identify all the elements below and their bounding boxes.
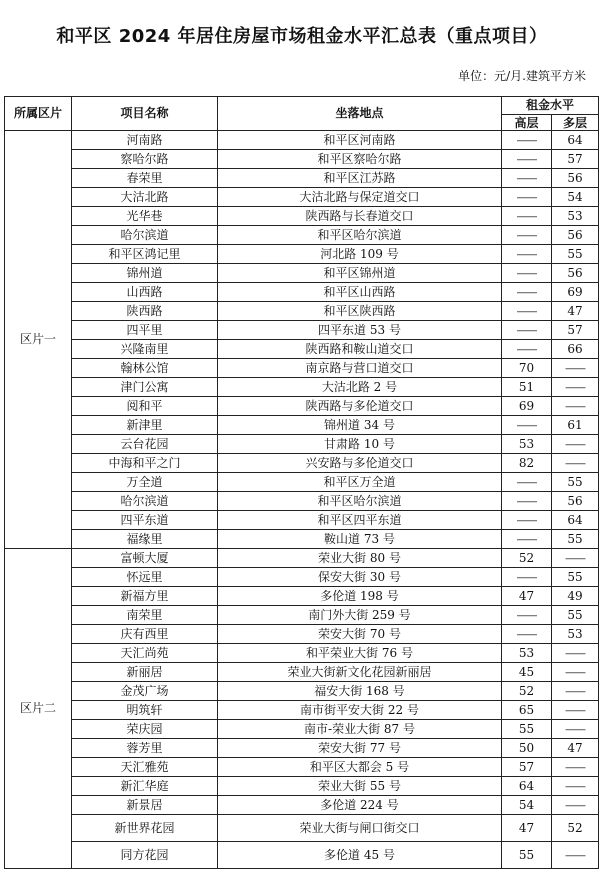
location-cell: 甘肃路 10 号 [218, 435, 502, 454]
table-row [5, 416, 599, 435]
location-cell: 兴安路与多伦道交口 [218, 454, 502, 473]
location-cell: 河北路 109 号 [218, 245, 502, 264]
location-cell: 多伦道 224 号 [218, 796, 502, 815]
table-row [5, 758, 599, 777]
project-name-cell: 中海和平之门 [72, 454, 218, 473]
table-row [5, 131, 599, 150]
table-row [5, 264, 599, 283]
location-cell: 和平荣业大街 76 号 [218, 644, 502, 663]
high-rise-rent-cell: —— [502, 606, 552, 625]
location-cell: 和平区察哈尔路 [218, 150, 502, 169]
high-rise-rent-cell: —— [502, 226, 552, 245]
high-rise-rent-cell: 51 [502, 378, 552, 397]
high-rise-rent-cell: —— [502, 169, 552, 188]
project-name-cell: 山西路 [72, 283, 218, 302]
high-rise-rent-cell: —— [502, 568, 552, 587]
project-name-cell: 怀远里 [72, 568, 218, 587]
high-rise-rent-cell: —— [502, 302, 552, 321]
high-rise-rent-cell: —— [502, 530, 552, 549]
high-rise-rent-cell: 53 [502, 435, 552, 454]
location-cell: 荣业大街 80 号 [218, 549, 502, 568]
high-rise-rent-cell: 82 [502, 454, 552, 473]
table-row [5, 169, 599, 188]
location-cell: 荣业大街与闸口街交口 [218, 815, 502, 842]
high-rise-rent-cell: —— [502, 625, 552, 644]
table-row [5, 530, 599, 549]
multi-storey-rent-cell: —— [552, 435, 599, 454]
location-cell: 荣业大街新文化花园新丽居 [218, 663, 502, 682]
multi-storey-rent-cell: 55 [552, 530, 599, 549]
project-name-cell: 富顿大厦 [72, 549, 218, 568]
multi-storey-rent-cell: —— [552, 549, 599, 568]
multi-storey-rent-cell: 55 [552, 245, 599, 264]
high-rise-rent-cell: 64 [502, 777, 552, 796]
table-row [5, 720, 599, 739]
table-row [5, 625, 599, 644]
multi-storey-rent-cell: —— [552, 720, 599, 739]
project-name-cell: 新景居 [72, 796, 218, 815]
project-name-cell: 四平里 [72, 321, 218, 340]
project-name-cell: 云台花园 [72, 435, 218, 454]
location-cell: 和平区锦州道 [218, 264, 502, 283]
table-row [5, 226, 599, 245]
high-rise-rent-cell: 54 [502, 796, 552, 815]
table-row [5, 682, 599, 701]
high-rise-rent-cell: 52 [502, 549, 552, 568]
project-name-cell: 南荣里 [72, 606, 218, 625]
multi-storey-rent-cell: —— [552, 701, 599, 720]
project-name-cell: 四平东道 [72, 511, 218, 530]
location-cell: 南市街平安大街 22 号 [218, 701, 502, 720]
multi-storey-rent-cell: 47 [552, 302, 599, 321]
project-name-cell: 锦州道 [72, 264, 218, 283]
high-rise-rent-cell: —— [502, 340, 552, 359]
table-row [5, 283, 599, 302]
location-cell: 和平区陕西路 [218, 302, 502, 321]
multi-storey-rent-cell: —— [552, 777, 599, 796]
table-row [5, 245, 599, 264]
unit-note: 单位：元/月.建筑平方米 [458, 69, 586, 83]
project-name-cell: 哈尔滨道 [72, 492, 218, 511]
multi-storey-rent-cell: 64 [552, 511, 599, 530]
project-name-cell: 天汇尚苑 [72, 644, 218, 663]
table-row [5, 150, 599, 169]
multi-storey-rent-cell: —— [552, 454, 599, 473]
project-name-cell: 荣庆园 [72, 720, 218, 739]
multi-storey-rent-cell: 47 [552, 739, 599, 758]
high-rise-rent-cell: —— [502, 150, 552, 169]
high-rise-rent-cell: 55 [502, 720, 552, 739]
multi-storey-rent-cell: 61 [552, 416, 599, 435]
page-title: 和平区 2024 年居住房屋市场租金水平汇总表（重点项目） [56, 26, 548, 47]
table-row [5, 397, 599, 416]
table-row [5, 739, 599, 758]
multi-storey-rent-cell: —— [552, 842, 599, 869]
table-body [5, 131, 599, 869]
project-name-cell: 新汇华庭 [72, 777, 218, 796]
header-region: 所属区片 [5, 97, 72, 131]
table-row [5, 606, 599, 625]
table-row [5, 492, 599, 511]
project-name-cell: 明筑轩 [72, 701, 218, 720]
multi-storey-rent-cell: 55 [552, 568, 599, 587]
high-rise-rent-cell: 70 [502, 359, 552, 378]
table-row [5, 777, 599, 796]
table-row [5, 207, 599, 226]
project-name-cell: 天汇雅苑 [72, 758, 218, 777]
location-cell: 和平区山西路 [218, 283, 502, 302]
table-row [5, 796, 599, 815]
project-name-cell: 新福方里 [72, 587, 218, 606]
high-rise-rent-cell: —— [502, 188, 552, 207]
high-rise-rent-cell: —— [502, 416, 552, 435]
location-cell: 多伦道 198 号 [218, 587, 502, 606]
multi-storey-rent-cell: 69 [552, 283, 599, 302]
multi-storey-rent-cell: 64 [552, 131, 599, 150]
region-cell: 区片一 [5, 131, 72, 549]
location-cell: 和平区四平东道 [218, 511, 502, 530]
project-name-cell: 福缘里 [72, 530, 218, 549]
high-rise-rent-cell: 50 [502, 739, 552, 758]
high-rise-rent-cell: 65 [502, 701, 552, 720]
project-name-cell: 金茂广场 [72, 682, 218, 701]
multi-storey-rent-cell: 66 [552, 340, 599, 359]
table-row [5, 188, 599, 207]
table-row [5, 359, 599, 378]
project-name-cell: 光华巷 [72, 207, 218, 226]
project-name-cell: 新世界花园 [72, 815, 218, 842]
multi-storey-rent-cell: 56 [552, 492, 599, 511]
project-name-cell: 河南路 [72, 131, 218, 150]
location-cell: 大沽北路与保定道交口 [218, 188, 502, 207]
table-row [5, 454, 599, 473]
project-name-cell: 津门公寓 [72, 378, 218, 397]
project-name-cell: 大沽北路 [72, 188, 218, 207]
high-rise-rent-cell: 57 [502, 758, 552, 777]
header-location: 坐落地点 [218, 97, 502, 131]
location-cell: 南京路与营口道交口 [218, 359, 502, 378]
multi-storey-rent-cell: —— [552, 359, 599, 378]
multi-storey-rent-cell: 49 [552, 587, 599, 606]
rent-table [4, 96, 599, 869]
location-cell: 陕西路和鞍山道交口 [218, 340, 502, 359]
project-name-cell: 蓉芳里 [72, 739, 218, 758]
project-name-cell: 万全道 [72, 473, 218, 492]
location-cell: 陕西路与多伦道交口 [218, 397, 502, 416]
table-row [5, 302, 599, 321]
high-rise-rent-cell: —— [502, 473, 552, 492]
high-rise-rent-cell: 47 [502, 815, 552, 842]
high-rise-rent-cell: 69 [502, 397, 552, 416]
high-rise-rent-cell: 47 [502, 587, 552, 606]
multi-storey-rent-cell: —— [552, 663, 599, 682]
high-rise-rent-cell: —— [502, 492, 552, 511]
project-name-cell: 新津里 [72, 416, 218, 435]
multi-storey-rent-cell: —— [552, 682, 599, 701]
high-rise-rent-cell: 45 [502, 663, 552, 682]
location-cell: 和平区哈尔滨道 [218, 226, 502, 245]
high-rise-rent-cell: —— [502, 321, 552, 340]
high-rise-rent-cell: —— [502, 245, 552, 264]
multi-storey-rent-cell: 56 [552, 169, 599, 188]
project-name-cell: 和平区鸿记里 [72, 245, 218, 264]
project-name-cell: 春荣里 [72, 169, 218, 188]
location-cell: 锦州道 34 号 [218, 416, 502, 435]
table-row [5, 587, 599, 606]
multi-storey-rent-cell: 54 [552, 188, 599, 207]
project-name-cell: 新丽居 [72, 663, 218, 682]
project-name-cell: 翰林公馆 [72, 359, 218, 378]
location-cell: 福安大街 168 号 [218, 682, 502, 701]
location-cell: 荣安大街 77 号 [218, 739, 502, 758]
location-cell: 荣安大街 70 号 [218, 625, 502, 644]
table-row [5, 701, 599, 720]
table-row [5, 321, 599, 340]
location-cell: 和平区哈尔滨道 [218, 492, 502, 511]
high-rise-rent-cell: —— [502, 283, 552, 302]
location-cell: 南门外大街 259 号 [218, 606, 502, 625]
high-rise-rent-cell: 55 [502, 842, 552, 869]
multi-storey-rent-cell: 52 [552, 815, 599, 842]
location-cell: 和平区万全道 [218, 473, 502, 492]
project-name-cell: 哈尔滨道 [72, 226, 218, 245]
location-cell: 保安大街 30 号 [218, 568, 502, 587]
table-row [5, 340, 599, 359]
region-cell: 区片二 [5, 549, 72, 869]
high-rise-rent-cell: —— [502, 264, 552, 283]
multi-storey-rent-cell: 53 [552, 625, 599, 644]
header-rent-level: 租金水平 [502, 97, 599, 115]
project-name-cell: 兴隆南里 [72, 340, 218, 359]
multi-storey-rent-cell: 57 [552, 150, 599, 169]
high-rise-rent-cell: 52 [502, 682, 552, 701]
multi-storey-rent-cell: 56 [552, 264, 599, 283]
multi-storey-rent-cell: —— [552, 397, 599, 416]
high-rise-rent-cell: 53 [502, 644, 552, 663]
header-multi-storey: 多层 [552, 115, 599, 131]
project-name-cell: 陕西路 [72, 302, 218, 321]
location-cell: 和平区江苏路 [218, 169, 502, 188]
table-row [5, 815, 599, 842]
table-row [5, 644, 599, 663]
table-row [5, 663, 599, 682]
header-high-rise: 高层 [502, 115, 552, 131]
location-cell: 多伦道 45 号 [218, 842, 502, 869]
multi-storey-rent-cell: —— [552, 378, 599, 397]
multi-storey-rent-cell: 55 [552, 606, 599, 625]
location-cell: 大沽北路 2 号 [218, 378, 502, 397]
multi-storey-rent-cell: 53 [552, 207, 599, 226]
table-row [5, 511, 599, 530]
table-row [5, 435, 599, 454]
location-cell: 陕西路与长春道交口 [218, 207, 502, 226]
project-name-cell: 阅和平 [72, 397, 218, 416]
multi-storey-rent-cell: —— [552, 796, 599, 815]
multi-storey-rent-cell: 55 [552, 473, 599, 492]
location-cell: 南市-荣业大街 87 号 [218, 720, 502, 739]
location-cell: 鞍山道 73 号 [218, 530, 502, 549]
project-name-cell: 庆有西里 [72, 625, 218, 644]
high-rise-rent-cell: —— [502, 511, 552, 530]
location-cell: 和平区河南路 [218, 131, 502, 150]
table-row [5, 842, 599, 869]
header-project-name: 项目名称 [72, 97, 218, 131]
project-name-cell: 察哈尔路 [72, 150, 218, 169]
table-row [5, 549, 599, 568]
table-row [5, 378, 599, 397]
multi-storey-rent-cell: 56 [552, 226, 599, 245]
high-rise-rent-cell: —— [502, 207, 552, 226]
table-row [5, 473, 599, 492]
multi-storey-rent-cell: 57 [552, 321, 599, 340]
location-cell: 荣业大街 55 号 [218, 777, 502, 796]
multi-storey-rent-cell: —— [552, 758, 599, 777]
table-row [5, 568, 599, 587]
high-rise-rent-cell: —— [502, 131, 552, 150]
location-cell: 和平区大都会 5 号 [218, 758, 502, 777]
project-name-cell: 同方花园 [72, 842, 218, 869]
location-cell: 四平东道 53 号 [218, 321, 502, 340]
multi-storey-rent-cell: —— [552, 644, 599, 663]
